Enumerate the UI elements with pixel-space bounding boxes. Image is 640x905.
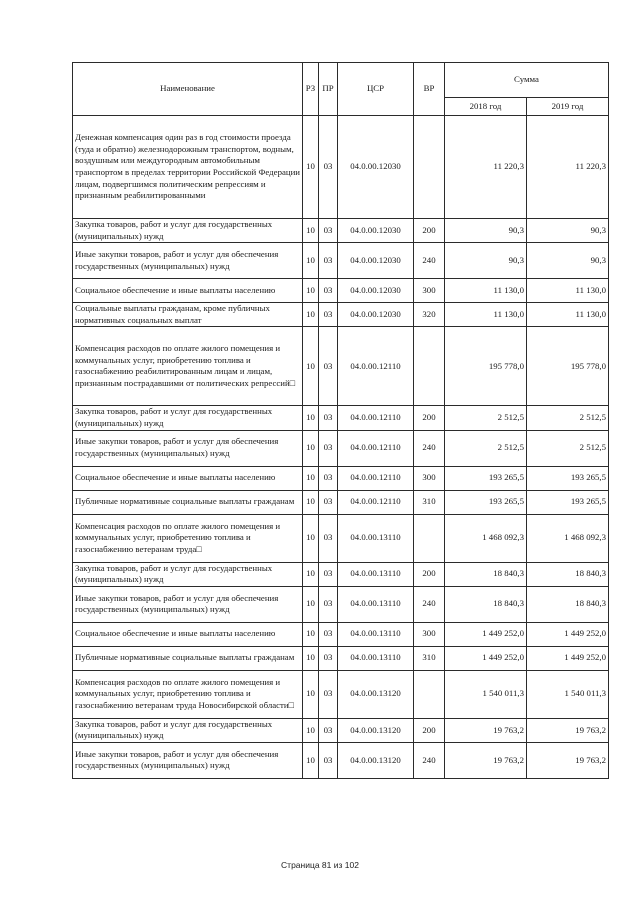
row-csr: 04.0.00.12110 (338, 406, 414, 430)
row-name: Иные закупки товаров, работ и услуг для обеспечения государственных (муниципальных) нужд (73, 742, 303, 778)
table-row (73, 243, 609, 279)
row-name: Компенсация расходов по оплате жилого помещения и коммунальных услуг, приобретению топлива и газоснабжению ветеранам труда□ (73, 514, 303, 562)
row-rz: 10 (303, 514, 319, 562)
row-pr: 03 (319, 742, 338, 778)
row-name: Денежная компенсация один раз в год стоимости проезда (туда и обратно) железнодорожным транспортом, водным, воздушным или междугородным автомобильным транспортом в пределах территории Российской Федерации лицам, подвергшимся политическим репрессиям и признанным реабилитированными (73, 116, 303, 219)
row-vr: 200 (414, 562, 445, 586)
row-pr: 03 (319, 279, 338, 303)
row-rz: 10 (303, 430, 319, 466)
row-vr: 240 (414, 742, 445, 778)
row-vr: 300 (414, 466, 445, 490)
row-sum-2018: 11 220,3 (445, 116, 527, 219)
header-year-2018: 2018 год (445, 98, 527, 116)
row-name: Закупка товаров, работ и услуг для государственных (муниципальных) нужд (73, 219, 303, 243)
row-sum-2019: 195 778,0 (527, 327, 609, 406)
row-csr: 04.0.00.12110 (338, 490, 414, 514)
header-year-2019: 2019 год (527, 98, 609, 116)
header-rz: РЗ (303, 63, 319, 116)
row-name: Публичные нормативные социальные выплаты гражданам (73, 646, 303, 670)
row-vr: 300 (414, 622, 445, 646)
row-sum-2018: 11 130,0 (445, 303, 527, 327)
header-sum: Сумма (445, 63, 609, 98)
row-rz: 10 (303, 718, 319, 742)
row-csr: 04.0.00.12030 (338, 303, 414, 327)
row-vr: 200 (414, 718, 445, 742)
row-vr (414, 514, 445, 562)
row-sum-2018: 2 512,5 (445, 406, 527, 430)
table-row (73, 646, 609, 670)
row-csr: 04.0.00.12110 (338, 430, 414, 466)
row-rz: 10 (303, 279, 319, 303)
row-csr: 04.0.00.13120 (338, 742, 414, 778)
table-row (73, 622, 609, 646)
header-vr: ВР (414, 63, 445, 116)
row-name: Компенсация расходов по оплате жилого помещения и коммунальных услуг, приобретению топлива и газоснабжению реабилитированным лицам и лицам, признанным пострадавшими от политических репрессий□ (73, 327, 303, 406)
row-pr: 03 (319, 646, 338, 670)
table-row (73, 219, 609, 243)
row-rz: 10 (303, 303, 319, 327)
row-sum-2018: 1 449 252,0 (445, 646, 527, 670)
row-sum-2018: 18 840,3 (445, 586, 527, 622)
table-row (73, 279, 609, 303)
row-vr: 200 (414, 219, 445, 243)
row-rz: 10 (303, 586, 319, 622)
row-pr: 03 (319, 219, 338, 243)
table-row (73, 514, 609, 562)
row-sum-2019: 2 512,5 (527, 430, 609, 466)
row-name: Иные закупки товаров, работ и услуг для обеспечения государственных (муниципальных) нужд (73, 430, 303, 466)
row-rz: 10 (303, 562, 319, 586)
row-vr: 320 (414, 303, 445, 327)
row-csr: 04.0.00.12030 (338, 243, 414, 279)
row-rz: 10 (303, 742, 319, 778)
row-csr: 04.0.00.13110 (338, 586, 414, 622)
row-sum-2018: 11 130,0 (445, 279, 527, 303)
row-sum-2018: 19 763,2 (445, 742, 527, 778)
row-sum-2018: 195 778,0 (445, 327, 527, 406)
row-sum-2018: 193 265,5 (445, 490, 527, 514)
row-vr (414, 670, 445, 718)
budget-table (72, 62, 609, 779)
row-pr: 03 (319, 243, 338, 279)
row-sum-2018: 90,3 (445, 243, 527, 279)
row-sum-2018: 1 468 092,3 (445, 514, 527, 562)
row-sum-2018: 90,3 (445, 219, 527, 243)
table-row (73, 430, 609, 466)
row-pr: 03 (319, 562, 338, 586)
row-pr: 03 (319, 490, 338, 514)
row-csr: 04.0.00.13110 (338, 646, 414, 670)
header-csr: ЦСР (338, 63, 414, 116)
table-row (73, 490, 609, 514)
row-pr: 03 (319, 327, 338, 406)
row-sum-2018: 1 449 252,0 (445, 622, 527, 646)
table-row (73, 670, 609, 718)
row-csr: 04.0.00.13120 (338, 718, 414, 742)
row-csr: 04.0.00.12030 (338, 279, 414, 303)
row-name: Иные закупки товаров, работ и услуг для обеспечения государственных (муниципальных) нужд (73, 586, 303, 622)
page-number: Страница 81 из 102 (281, 860, 359, 870)
row-csr: 04.0.00.13120 (338, 670, 414, 718)
row-sum-2019: 1 449 252,0 (527, 622, 609, 646)
row-csr: 04.0.00.13110 (338, 562, 414, 586)
row-pr: 03 (319, 466, 338, 490)
row-vr: 240 (414, 430, 445, 466)
row-sum-2019: 18 840,3 (527, 562, 609, 586)
row-rz: 10 (303, 622, 319, 646)
row-sum-2018: 18 840,3 (445, 562, 527, 586)
row-sum-2019: 11 130,0 (527, 303, 609, 327)
row-rz: 10 (303, 219, 319, 243)
table-row (73, 327, 609, 406)
row-csr: 04.0.00.12030 (338, 219, 414, 243)
table-body (73, 116, 609, 779)
row-vr (414, 116, 445, 219)
row-sum-2019: 11 220,3 (527, 116, 609, 219)
table-row (73, 116, 609, 219)
row-vr: 310 (414, 646, 445, 670)
row-sum-2019: 2 512,5 (527, 406, 609, 430)
row-pr: 03 (319, 406, 338, 430)
header-name: Наименование (73, 63, 303, 116)
row-csr: 04.0.00.12110 (338, 466, 414, 490)
row-name: Иные закупки товаров, работ и услуг для обеспечения государственных (муниципальных) нужд (73, 243, 303, 279)
row-name: Закупка товаров, работ и услуг для государственных (муниципальных) нужд (73, 562, 303, 586)
row-sum-2019: 193 265,5 (527, 490, 609, 514)
row-sum-2019: 193 265,5 (527, 466, 609, 490)
table-header (73, 63, 609, 116)
row-csr: 04.0.00.12030 (338, 116, 414, 219)
row-pr: 03 (319, 670, 338, 718)
row-name: Социальное обеспечение и иные выплаты населению (73, 466, 303, 490)
table-row (73, 466, 609, 490)
row-sum-2019: 1 468 092,3 (527, 514, 609, 562)
row-vr (414, 327, 445, 406)
row-rz: 10 (303, 490, 319, 514)
row-vr: 300 (414, 279, 445, 303)
table-row (73, 303, 609, 327)
row-sum-2019: 1 540 011,3 (527, 670, 609, 718)
row-pr: 03 (319, 514, 338, 562)
row-vr: 240 (414, 243, 445, 279)
row-rz: 10 (303, 327, 319, 406)
table-row (73, 586, 609, 622)
header-pr: ПР (319, 63, 338, 116)
row-vr: 310 (414, 490, 445, 514)
row-name: Закупка товаров, работ и услуг для государственных (муниципальных) нужд (73, 406, 303, 430)
row-rz: 10 (303, 243, 319, 279)
row-sum-2019: 1 449 252,0 (527, 646, 609, 670)
row-csr: 04.0.00.13110 (338, 622, 414, 646)
row-pr: 03 (319, 622, 338, 646)
row-sum-2018: 193 265,5 (445, 466, 527, 490)
row-sum-2019: 11 130,0 (527, 279, 609, 303)
row-sum-2019: 19 763,2 (527, 742, 609, 778)
row-csr: 04.0.00.13110 (338, 514, 414, 562)
row-rz: 10 (303, 466, 319, 490)
row-name: Закупка товаров, работ и услуг для государственных (муниципальных) нужд (73, 718, 303, 742)
row-rz: 10 (303, 646, 319, 670)
table-row (73, 406, 609, 430)
row-sum-2019: 19 763,2 (527, 718, 609, 742)
row-sum-2019: 90,3 (527, 243, 609, 279)
row-name: Социальное обеспечение и иные выплаты населению (73, 279, 303, 303)
row-sum-2019: 90,3 (527, 219, 609, 243)
row-name: Компенсация расходов по оплате жилого помещения и коммунальных услуг, приобретению топлива и газоснабжению ветеранам труда Новосибирской области□ (73, 670, 303, 718)
table-row (73, 742, 609, 778)
table-row (73, 718, 609, 742)
row-name: Социальные выплаты гражданам, кроме публичных нормативных социальных выплат (73, 303, 303, 327)
row-name: Социальное обеспечение и иные выплаты населению (73, 622, 303, 646)
table-row (73, 562, 609, 586)
row-sum-2018: 2 512,5 (445, 430, 527, 466)
row-rz: 10 (303, 670, 319, 718)
row-pr: 03 (319, 303, 338, 327)
row-rz: 10 (303, 116, 319, 219)
row-pr: 03 (319, 718, 338, 742)
row-vr: 240 (414, 586, 445, 622)
row-pr: 03 (319, 586, 338, 622)
row-csr: 04.0.00.12110 (338, 327, 414, 406)
row-pr: 03 (319, 116, 338, 219)
row-sum-2018: 1 540 011,3 (445, 670, 527, 718)
row-sum-2019: 18 840,3 (527, 586, 609, 622)
row-name: Публичные нормативные социальные выплаты гражданам (73, 490, 303, 514)
row-rz: 10 (303, 406, 319, 430)
row-sum-2018: 19 763,2 (445, 718, 527, 742)
row-pr: 03 (319, 430, 338, 466)
row-vr: 200 (414, 406, 445, 430)
